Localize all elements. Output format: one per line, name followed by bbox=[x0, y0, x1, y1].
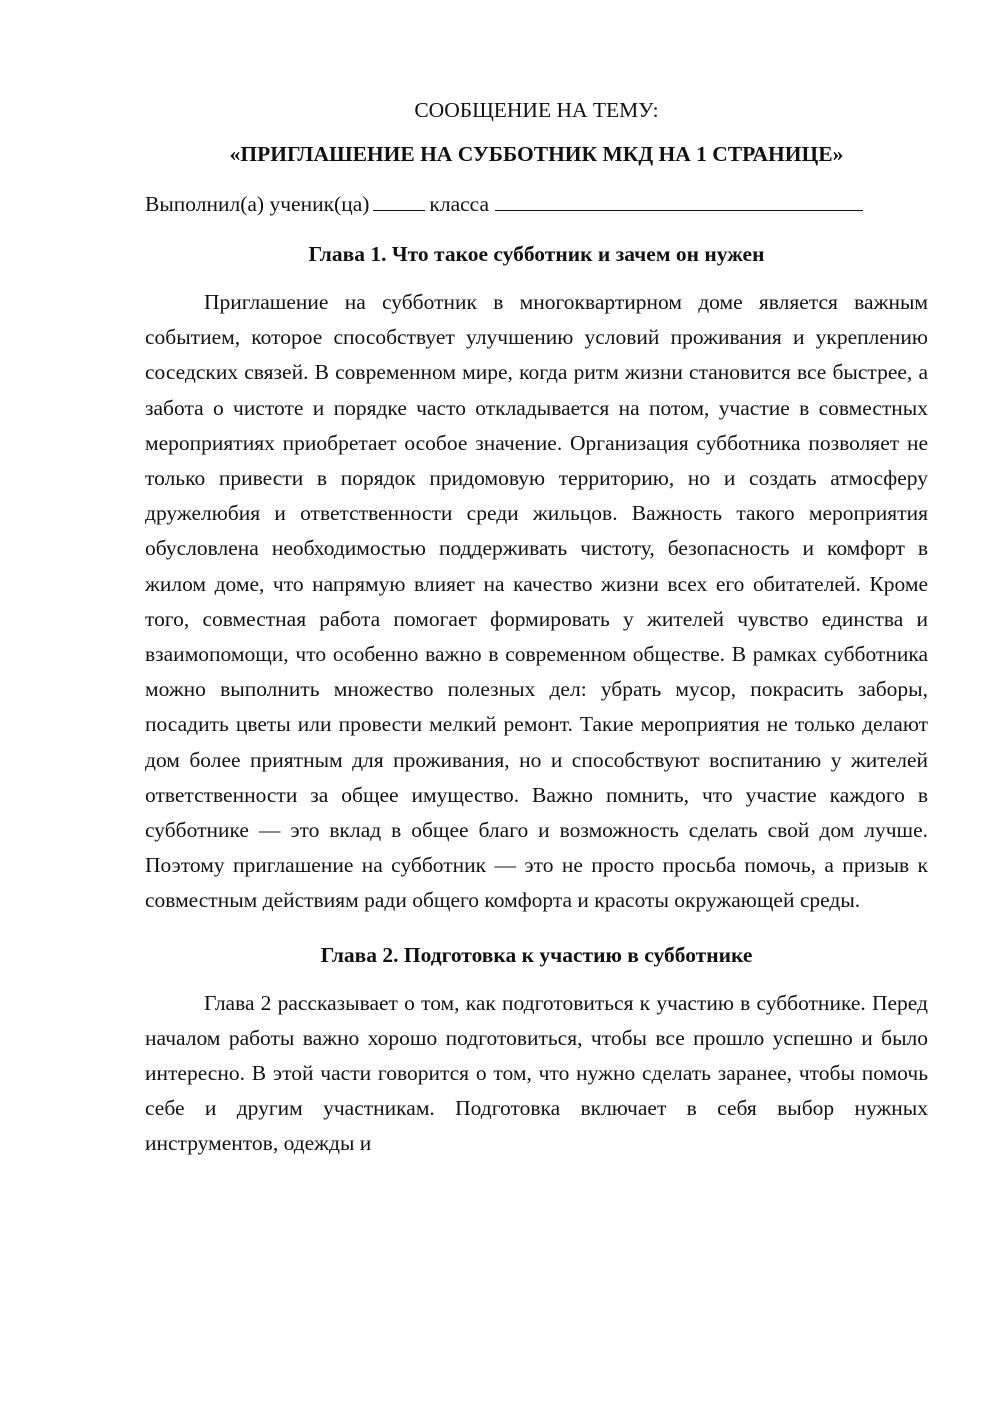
class-name-blank bbox=[495, 192, 863, 211]
class-label: класса bbox=[429, 192, 490, 216]
chapter-1-heading: Глава 1. Что такое субботник и зачем он нужен bbox=[308, 242, 765, 266]
document-title-topic: «ПРИГЛАШЕНИЕ НА СУББОТНИК МКД НА 1 СТРАНИЦЕ» bbox=[229, 142, 844, 166]
author-line bbox=[145, 189, 928, 219]
document-page bbox=[145, 95, 928, 1183]
chapter-1-paragraph: Приглашение на субботник в многоквартирном доме является важным событием, которое способствует улучшению условий проживания и укреплению соседских связей. В современном мире, когда ритм жизни становится все быстрее, а забота о чистоте и порядке часто откладывается на потом, участие в совместных мероприятиях приобретает особое значение. Организация субботника позволяет не только привести в порядок придомовую территорию, но и создать атмосферу дружелюбия и ответственности среди жильцов. Важность такого мероприятия обусловлена необходимостью поддерживать чистоту, безопасность и комфорт в жилом доме, что напрямую влияет на качество жизни всех его обитателей. Кроме того, совместная работа помогает формировать у жителей чувство единства и взаимопомощи, что особенно важно в современном обществе. В рамках субботника можно выполнить множество полезных дел: убрать мусор, покрасить заборы, посадить цветы или провести мелкий ремонт. Такие мероприятия не только делают дом более приятным для проживания, но и способствуют воспитанию у жителей ответственности за общее имущество. Важно помнить, что участие каждого в субботнике — это вклад в общее благо и возможность сделать свой дом лучше. Поэтому приглашение на субботник — это не просто просьба помочь, а призыв к совместным действиям ради общего комфорта и красоты окружающей среды. bbox=[145, 290, 928, 913]
chapter-2-paragraph: Глава 2 рассказывает о том, как подготовиться к участию в субботнике. Перед началом работы важно хорошо подготовиться, чтобы все прошло успешно и было интересно. В этой части говорится о том, что нужно сделать заранее, чтобы помочь себе и другим участникам. Подготовка включает в себя выбор нужных инструментов, одежды и bbox=[145, 990, 928, 1156]
author-label: Выполнил(а) ученик(ца) bbox=[145, 192, 370, 216]
chapter-2-heading: Глава 2. Подготовка к участию в субботнике bbox=[320, 942, 753, 967]
document-title-line1: СООБЩЕНИЕ НА ТЕМУ: bbox=[414, 98, 659, 122]
class-number-blank bbox=[373, 192, 425, 211]
